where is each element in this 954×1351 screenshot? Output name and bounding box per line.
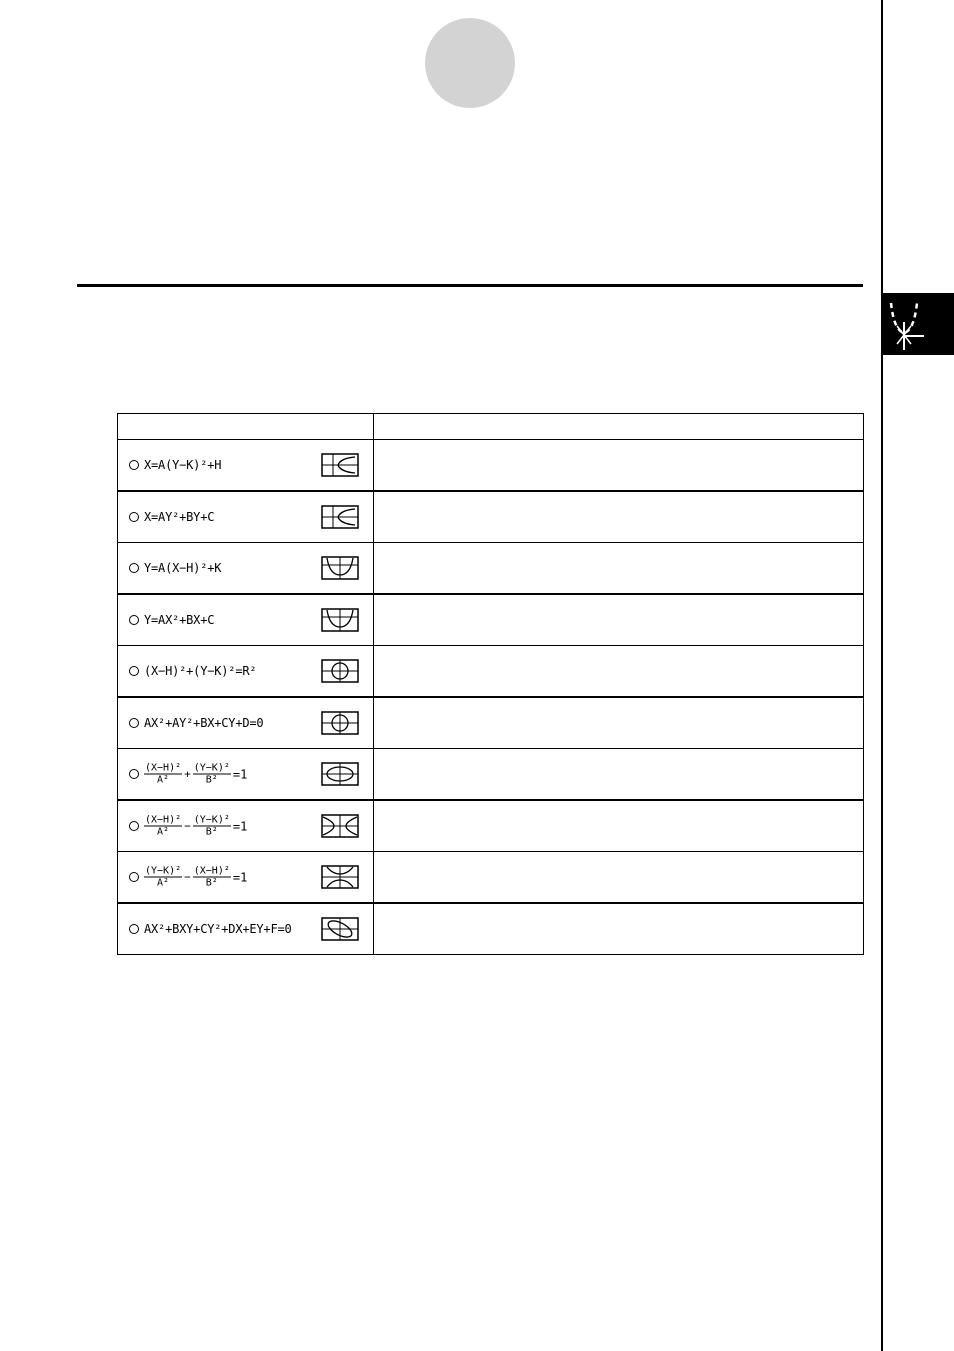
table-row [118,749,864,801]
formula-label: AX²+BXY+CY²+DX+EY+F=0 [144,922,292,936]
table-row [118,440,864,492]
radio-button[interactable] [129,666,139,676]
fraction [144,763,182,786]
header-cell [374,414,864,440]
formula-cell [118,852,374,904]
radio-button[interactable] [129,615,139,625]
description-cell [374,903,864,955]
denominator: B² [205,774,218,786]
general-conic-icon [321,917,359,941]
formula-label [144,815,247,838]
description-cell [374,594,864,646]
equals-one: =1 [232,870,248,884]
formula-label: Y=AX²+BX+C [144,613,215,627]
operator: − [184,819,191,833]
formula-cell [118,440,374,492]
formula-label: X=AY²+BY+C [144,510,215,524]
ellipse-icon [321,762,359,786]
operator: + [184,767,191,781]
circle-icon [321,711,359,735]
denominator: A² [157,826,170,838]
section-divider [77,284,863,287]
formula-cell [118,749,374,801]
formula-label: Y=A(X−H)²+K [144,561,222,575]
formula-label [144,866,247,889]
numerator: (Y−K)² [193,762,230,774]
numerator: (Y−K)² [193,814,230,826]
radio-button[interactable] [129,718,139,728]
description-cell [374,800,864,852]
radio-button[interactable] [129,872,139,882]
table-row [118,697,864,749]
radio-button[interactable] [129,769,139,779]
table-row [118,491,864,543]
numerator: (Y−K)² [145,865,182,877]
formula-cell [118,903,374,955]
formula-cell [118,491,374,543]
description-cell [374,852,864,904]
table-row [118,594,864,646]
description-cell [374,491,864,543]
circle-icon [321,659,359,683]
chapter-tab [883,293,954,355]
conic-graph-icon [883,293,954,355]
radio-button[interactable] [129,924,139,934]
formula-label: AX²+AY²+BX+CY+D=0 [144,716,264,730]
parabola-vertical-icon [321,608,359,632]
fraction [193,763,231,786]
description-cell [374,646,864,698]
table-row [118,543,864,595]
description-cell [374,749,864,801]
table-row [118,852,864,904]
radio-button[interactable] [129,460,139,470]
table-row [118,646,864,698]
formula-cell [118,594,374,646]
numerator: (X−H)² [145,814,182,826]
radio-button[interactable] [129,563,139,573]
page-number-circle [425,18,515,108]
equals-one: =1 [232,767,248,781]
parabola-vertical-icon [321,556,359,580]
table-row [118,800,864,852]
header-cell [118,414,374,440]
description-cell [374,440,864,492]
formula-cell [118,646,374,698]
table-header-row [118,414,864,440]
denominator: B² [205,826,218,838]
fraction [193,866,231,889]
equals-one: =1 [232,819,248,833]
operator: − [184,870,191,884]
formula-cell [118,697,374,749]
formula-cell [118,800,374,852]
radio-button[interactable] [129,512,139,522]
numerator: (X−H)² [193,865,230,877]
conic-formula-table [117,413,864,955]
fraction [144,866,182,889]
fraction [144,815,182,838]
description-cell [374,543,864,595]
denominator: A² [157,774,170,786]
formula-label: X=A(Y−K)²+H [144,458,222,472]
formula-label [144,763,247,786]
radio-button[interactable] [129,821,139,831]
denominator: B² [205,877,218,889]
hyperbola-vertical-icon [321,865,359,889]
fraction [193,815,231,838]
formula-label: (X−H)²+(Y−K)²=R² [144,664,257,678]
description-cell [374,697,864,749]
parabola-horizontal-icon [321,505,359,529]
numerator: (X−H)² [145,762,182,774]
margin-rule [881,0,883,1351]
parabola-horizontal-icon [321,453,359,477]
formula-cell [118,543,374,595]
hyperbola-horizontal-icon [321,814,359,838]
denominator: A² [157,877,170,889]
table-row [118,903,864,955]
